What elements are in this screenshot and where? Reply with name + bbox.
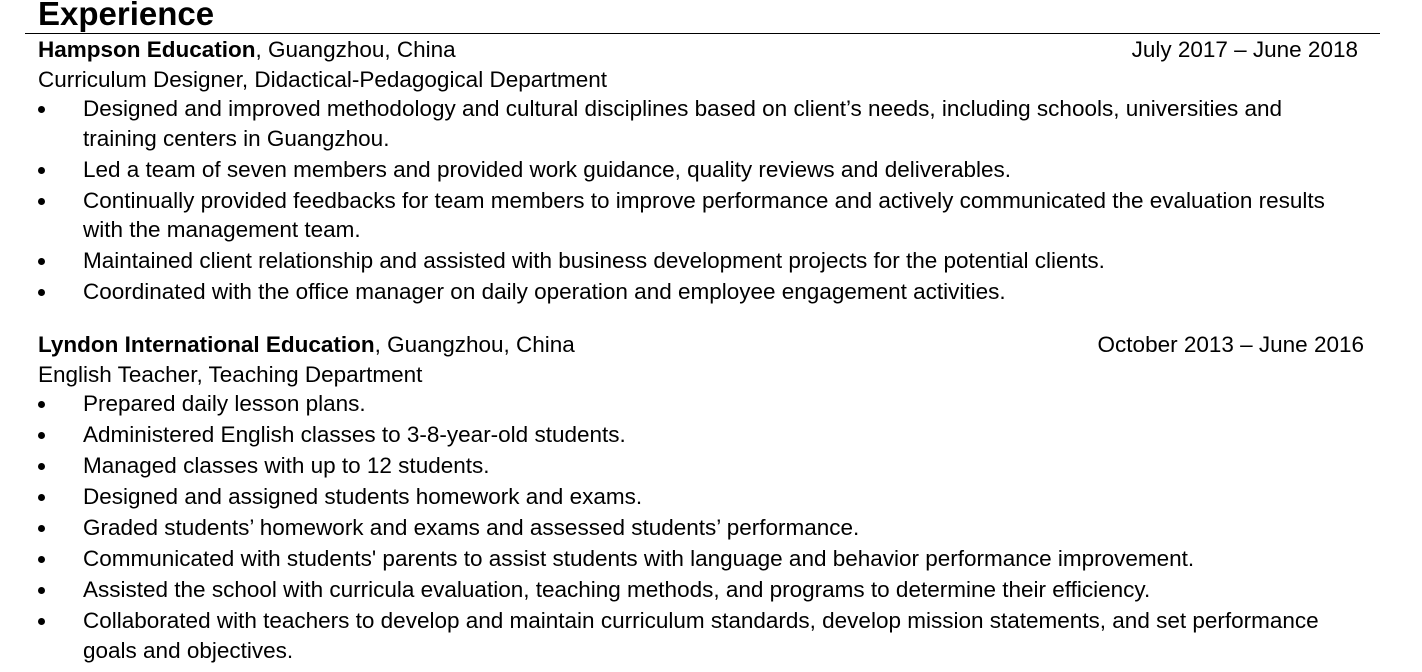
list-item [38, 575, 1364, 605]
bullet-dot-icon [38, 401, 45, 408]
job-header [38, 35, 1358, 65]
bullet-dot-icon [38, 463, 45, 470]
bullet-dot-icon [38, 289, 45, 296]
bullet-text: Communicated with students' parents to assist students with language and behavior performance improvement. [83, 546, 1195, 571]
job-organization: Hampson Education [38, 37, 256, 62]
job-dates: October 2013 – June 2016 [1097, 332, 1364, 357]
list-item [38, 420, 1364, 450]
bullet-dot-icon [38, 525, 45, 532]
bullet-dot-icon [38, 167, 45, 174]
job-dates: July 2017 – June 2018 [1131, 37, 1358, 62]
bullet-dot-icon [38, 618, 45, 625]
bullet-text: Led a team of seven members and provided work guidance, quality reviews and deliverables. [83, 156, 1012, 182]
bullet-dot-icon [38, 258, 45, 265]
bullet-dot-icon [38, 432, 45, 439]
job-bullet-list [38, 389, 1364, 665]
job-location: , Guangzhou, China [255, 37, 456, 62]
bullet-text: Continually provided feedbacks for team members to improve performance and actively communicated the evaluation results with the management team. [83, 187, 1325, 242]
job-role: Curriculum Designer, Didactical-Pedagogical Department [38, 66, 608, 92]
list-item [38, 389, 1364, 419]
list-item [38, 513, 1364, 543]
list-item [38, 94, 1358, 153]
bullet-text: Assisted the school with curricula evaluation, teaching methods, and programs to determine their efficiency. [83, 577, 1151, 602]
list-item [38, 155, 1358, 185]
section-title: Experience [38, 0, 215, 32]
job-bullet-list [38, 94, 1358, 307]
job-entry [38, 35, 1358, 308]
bullet-text: Prepared daily lesson plans. [83, 391, 366, 416]
section-divider [25, 33, 1380, 34]
job-header [38, 330, 1364, 360]
list-item [38, 606, 1364, 665]
list-item [38, 246, 1358, 276]
list-item [38, 482, 1364, 512]
bullet-dot-icon [38, 587, 45, 594]
bullet-text: Designed and improved methodology and cultural disciplines based on client’s needs, including schools, universities and training centers in Guangzhou. [83, 96, 1283, 151]
bullet-dot-icon [38, 556, 45, 563]
list-item [38, 277, 1358, 307]
bullet-text: Coordinated with the office manager on daily operation and employee engagement activities. [83, 279, 1006, 304]
job-entry [38, 330, 1364, 667]
bullet-text: Administered English classes to 3-8-year-old students. [83, 422, 626, 447]
bullet-text: Designed and assigned students homework and exams. [83, 484, 643, 509]
bullet-dot-icon [38, 106, 45, 113]
list-item [38, 186, 1358, 245]
bullet-text: Collaborated with teachers to develop and maintain curriculum standards, develop mission statements, and set performance goals and objectives. [83, 608, 1319, 663]
list-item [38, 451, 1364, 481]
bullet-text: Graded students’ homework and exams and assessed students’ performance. [83, 515, 860, 540]
bullet-dot-icon [38, 494, 45, 501]
bullet-text: Maintained client relationship and assisted with business development projects for the potential clients. [83, 248, 1105, 273]
job-organization: Lyndon International Education [38, 332, 375, 357]
job-role: English Teacher, Teaching Department [38, 361, 423, 387]
bullet-text: Managed classes with up to 12 students. [83, 453, 490, 478]
job-location: , Guangzhou, China [374, 332, 575, 357]
list-item [38, 544, 1364, 574]
bullet-dot-icon [38, 198, 45, 205]
